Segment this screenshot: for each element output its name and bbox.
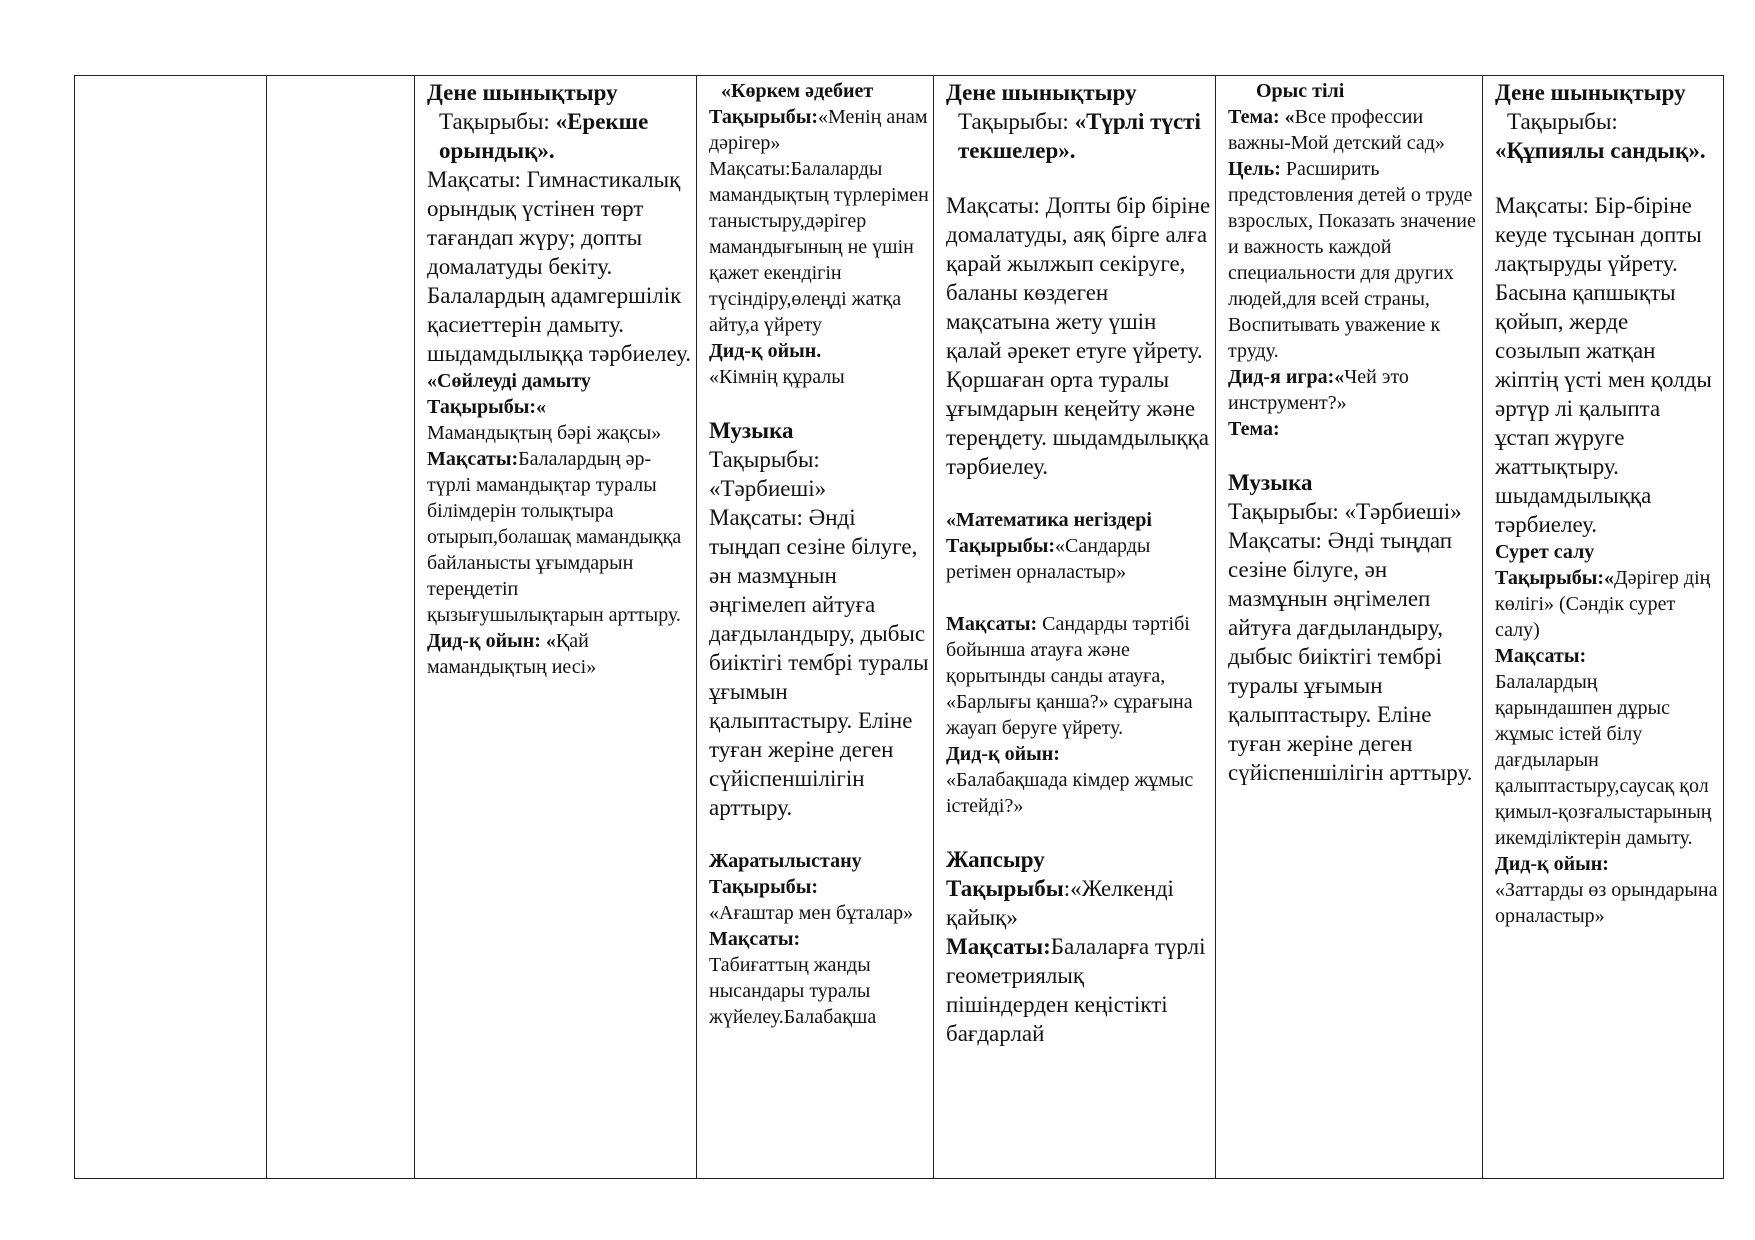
cell-wednesday bbox=[934, 76, 1216, 1179]
cell-friday bbox=[1483, 76, 1724, 1179]
subject-heading: Орыс тілі bbox=[1256, 80, 1345, 102]
subject-heading: «Сөйлеуді дамыту bbox=[427, 370, 591, 392]
lesson-plan-table bbox=[74, 75, 1724, 1179]
goal-label: Мақсаты: bbox=[427, 448, 519, 470]
subject-heading: Сурет салу bbox=[1495, 541, 1595, 563]
goal-text: Расширить предстовления детей о труде взрослых, Показать значение и важность каждой специальности для других людей,для всей страны, Воспитывать уважение к труду. bbox=[1228, 158, 1476, 362]
topic-text: Все профессии важны-Мой детский сад» bbox=[1228, 106, 1445, 154]
game-label: Дид-қ ойын: « bbox=[427, 630, 556, 652]
topic-label: Тема: bbox=[1228, 418, 1280, 440]
game-text: Қай мамандықтың иесі» bbox=[427, 630, 597, 678]
goal-label: Мақсаты: bbox=[946, 613, 1038, 635]
topic-text: Дәрігер дің көлігі» (Сәндік сурет салу) bbox=[1495, 567, 1711, 641]
topic-text: «Құпиялы сандық». bbox=[1495, 138, 1706, 163]
topic-label: Тақырыбы:« bbox=[1495, 567, 1614, 589]
topic-label: Тақырыбы: bbox=[709, 876, 818, 898]
goal-text: Мақсаты: Әнді тыңдап сезіне білуге, ән мазмұнын әңгімелеп айтуға дағдыландыру, дыбыс биіктігі тембрі туралы ұғымын қалыптастыру. Еліне туған жеріне деген сүйіспеншілігін арттыру. bbox=[709, 505, 929, 820]
topic-label: Тақырыбы: bbox=[439, 109, 556, 134]
game-label: Дид-қ ойын: bbox=[1495, 853, 1609, 875]
goal-text: Мақсаты: Әнді тыңдап сезіне білуге, ән мазмұнын әңгімелеп айтуға дағдыландыру, дыбыс биіктігі тембрі туралы ұғымын қалыптастыру. Еліне туған жеріне деген сүйіспеншілігін арттыру. bbox=[1228, 528, 1473, 785]
topic-text: «Ерекше орындық». bbox=[439, 109, 649, 163]
goal-text: Балаларға түрлі геометриялық пішіндерден кеңістікті бағдарлай bbox=[946, 934, 1206, 1046]
topic-text: Мамандықтың бәрі жақсы» bbox=[427, 422, 662, 444]
game-label: Дид-я игра:« bbox=[1228, 366, 1345, 388]
game-text: «Кімнің құралы bbox=[709, 366, 845, 388]
subject-heading: «Көркем әдебиет bbox=[721, 80, 874, 102]
goal-text: Мақсаты: Гимнастикалық орындық үстінен төрт тағандап жүру; допты домалатуды бекіту. Балалардың адамгершілік қасиеттерін дамыту. шыдамдылыққа тәрбиелеу. bbox=[427, 167, 692, 366]
topic-text: Тақырыбы: «Тәрбиеші» bbox=[709, 447, 827, 501]
topic-label: Тақырыбы:« bbox=[427, 396, 546, 418]
cell-monday bbox=[415, 76, 697, 1179]
goal-label: Мақсаты: bbox=[946, 934, 1051, 959]
topic-label: Тақырыбы: bbox=[709, 106, 818, 128]
topic-label: Тақырыбы: bbox=[1507, 109, 1618, 134]
topic-text: :«Желкенді қайық» bbox=[946, 876, 1174, 930]
goal-text: Мақсаты: Бір-біріне кеуде тұсынан допты лақтыруды үйрету. Басына қапшықты қойып, жерде созылып жатқан жіптің үсті мен қолды әртүр лі қалыпта ұстап жүруге жаттықтыру. шыдамдылыққа тәрбиелеу. bbox=[1495, 193, 1712, 537]
subject-heading: Дене шынықтыру bbox=[946, 80, 1137, 105]
topic-text: «Сандарды ретімен орналастыр» bbox=[946, 535, 1151, 583]
topic-text: «Менің анам дәрігер» bbox=[709, 106, 928, 154]
table-row bbox=[75, 76, 1724, 1179]
cell-tuesday bbox=[697, 76, 934, 1179]
goal-label: Мақсаты: bbox=[709, 928, 801, 950]
goal-text: Сандарды тәртібі бойынша атауға және қорытынды санды атауға, «Барлығы қанша?» сұрағына жауап беруге үйрету. bbox=[946, 613, 1193, 739]
subject-heading: Дене шынықтыру bbox=[1495, 80, 1686, 105]
topic-label: Тақырыбы: bbox=[946, 535, 1055, 557]
goal-text: Табиғаттың жанды нысандары туралы жүйелеу.Балабақша bbox=[709, 954, 877, 1028]
goal-text: Мақсаты: Допты бір біріне домалатуды, аяқ бірге алға қарай жылжып секіруге, баланы көздеген мақсатына жету үшін қалай әрекет етуге үйрету. Қоршаған орта туралы ұғымдарын кеңейту және тереңдету. шыдамдылыққа тәрбиелеу. bbox=[946, 193, 1211, 479]
goal-label: Мақсаты: bbox=[1495, 645, 1587, 667]
subject-heading: Жапсыру bbox=[946, 847, 1045, 872]
topic-text: Тақырыбы: «Тәрбиеші» bbox=[1228, 499, 1462, 524]
topic-label: Тақырыбы: bbox=[958, 109, 1075, 134]
subject-heading: Жаратылыстану bbox=[709, 850, 862, 872]
empty-cell-1 bbox=[75, 76, 267, 1179]
game-label: Дид-қ ойын: bbox=[946, 743, 1060, 765]
game-label: Дид-қ ойын. bbox=[709, 340, 822, 362]
subject-heading: Музыка bbox=[709, 418, 794, 443]
topic-label: Тема: « bbox=[1228, 106, 1295, 128]
empty-cell-2 bbox=[267, 76, 415, 1179]
game-text: Чей это инструмент?» bbox=[1228, 366, 1409, 414]
subject-heading: Музыка bbox=[1228, 470, 1313, 495]
goal-text: Балалардың әр-түрлі мамандықтар туралы білімдерін толықтыра отырып,болашақ мамандыққа байланысты ұғымдарын тереңдетіп қызығушылықтарын арттыру. bbox=[427, 448, 682, 626]
goal-text: Мақсаты:Балаларды мамандықтың түрлерімен таныстыру,дәрігер мамандығының не үшін қажет екендігін түсіндіру,өлеңді жатқа айту,а үйрету bbox=[709, 158, 929, 336]
subject-heading: Дене шынықтыру bbox=[427, 80, 618, 105]
goal-text: Балалардың қарындашпен дұрыс жұмыс істей білу дағдыларын қалыптастыру,саусақ қол қимыл-қозғалыстарының икемділіктерін дамыту. bbox=[1495, 671, 1712, 849]
topic-label: Тақырыбы bbox=[946, 876, 1064, 901]
game-text: «Заттарды өз орындарына орналастыр» bbox=[1495, 879, 1718, 927]
topic-text: «Ағаштар мен бұталар» bbox=[709, 902, 914, 924]
subject-heading: «Математика негіздері bbox=[946, 509, 1152, 531]
game-text: «Балабақшада кімдер жұмыс істейді?» bbox=[946, 769, 1194, 817]
cell-thursday bbox=[1216, 76, 1483, 1179]
goal-label: Цель: bbox=[1228, 158, 1281, 180]
topic-text: «Түрлі түсті текшелер». bbox=[958, 109, 1201, 163]
